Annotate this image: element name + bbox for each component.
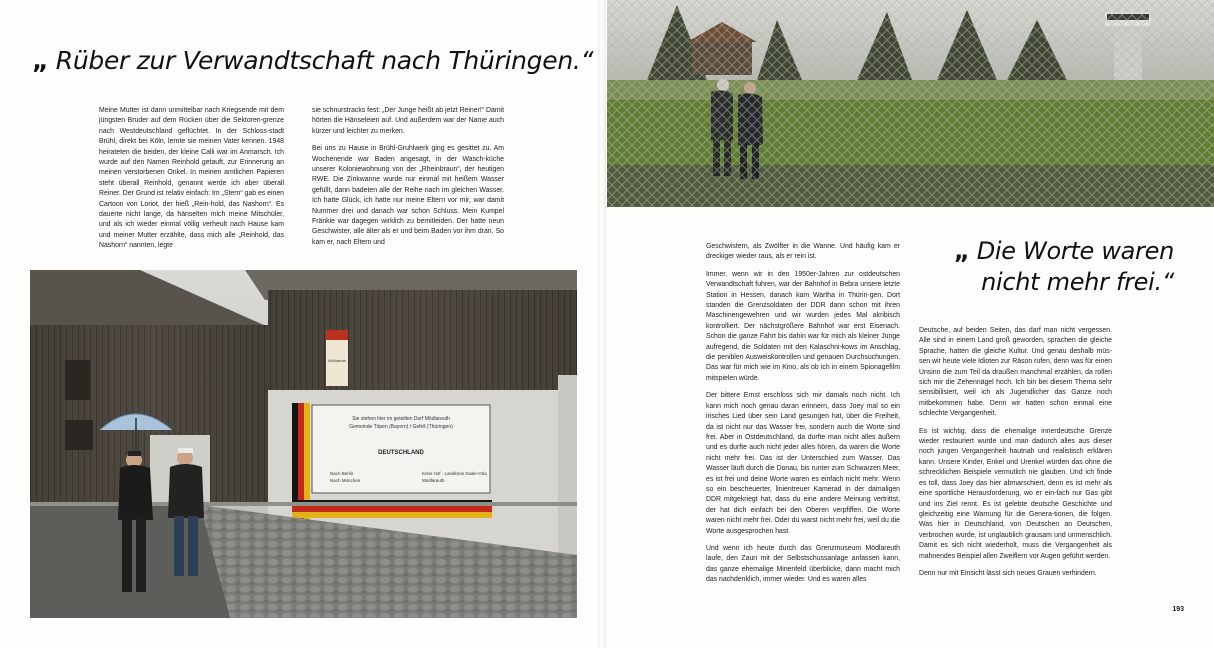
paragraph: sie schnurstracks fest: „Der Junge heißt ab jetzt Reiner!“ Damit hörten die Hänseleien auf. Und außerdem war der Name auch kürzer und leichter zu merken. <box>312 107 504 135</box>
sign-line-2: Gemeinde Töpen (Bayern) / Gefell (Thüringen) <box>349 424 453 430</box>
headline-open-quote: „ <box>953 237 970 265</box>
paragraph: Deutsche, auf beiden Seiten, das darf man nicht vergessen. Alle sind in einem Land groß geworden, sprachen die gleiche Sprache, hatten die gleiche Kultur. Und genau deshalb müs-sen wir heute viele Idioten zur Räson rufen, denn was für einen Unsinn die zum Teil da draußen manchmal erzählen, da rollen sich mir die Zehennägel hoch. Ich bin bei diesem Thema sehr sensibilisiert, weil ich als Jugendlicher das Ganze noch mitbekommen habe. Denn wir hatten schon einmal eine schlechte Vergangenheit. <box>919 327 1112 418</box>
right-headline-line-2 <box>934 267 1174 298</box>
border-fence-illustration <box>607 0 1214 207</box>
paragraph: Meine Mutter ist dann unmittelbar nach Kriegsende mit dem jüngsten Bruder auf dem Rücken über die Sektoren-grenze nach Westdeutschland geflüchtet. In der Schloss-stadt Brühl, direkt bei Köln, lernte sie meinen Vater kennen. 1948 heirateten die beiden, der kleine Calli war im Anmarsch. Ich wurde auf den Namen Reinhold getauft, zur Erinnerung an meinen verstorbenen Onkel. In meinen amtlichen Papieren steht überall Reinhold, genannt werde ich aber überall Reiner. Der Grund ist relativ einfach: Im „Stern“ gab es einen Cartoon von Loriot, der hieß „Rein-hold, das Nashorn“. Es dauerte nicht lange, da hänselten mich meine Mitschüler, und als ich wieder einmal völlig verheult nach Hause kam und meiner Mutter erzählte, dass mich alle „Reinhold, das Nashorn“ nannten, legte <box>99 107 284 250</box>
sign-left-1: Nach Berlin <box>330 471 354 476</box>
sign-left-2: Nach München <box>330 478 361 483</box>
sign-right-1: Kreis Hof · Landkreis Saale-Orla <box>422 471 487 476</box>
sign-right-2: Mödlareuth <box>422 478 445 483</box>
paragraph: Und wenn ich heute durch das Grenzmuseum Mödlareuth laufe, den Zaun mit der Selbstschussanlage anfassen kann, das ganze ehemalige Minenfeld überblicke, dann macht mich das nachdenklich, immer wieder. Und es waren alles <box>706 544 900 584</box>
paragraph: Es ist wichtig, dass die ehemalige innerdeutsche Grenze wieder restauriert wurde und man dadurch alles aus dieser noch jungen Vergangenheit hautnah und realistisch erklären kann. Unsere Kinder, Enkel und Urenkel würden das ohne die schrecklichen Beispiele vermutlich nie glauben. Und ich finde es toll, dass Joey das hier abmarschiert, denn es ist mehr als eine sportliche Herausforderung, wo er ein-fach nur Gas gibt und ins Ziel rennt. Es ist gelebte deutsche Geschichte und gleichzeitig eine Warnung für die Genera-tionen, die folgen. Was hier in Deutschland, von Deutschen an Deutschen, verbrochen wurde, ist unglaublich grausam und unmenschlich. Damit es sich nicht wiederholt, muss die Vergangenheit als mahnendes Beispiel allen Zweiflern vor Augen geführt werden. <box>919 427 1112 560</box>
left-text-column-1 <box>99 106 284 264</box>
border-fence-photo <box>607 0 1214 207</box>
left-headline <box>32 46 593 75</box>
page-number: 193 <box>1172 606 1184 613</box>
right-text-column-1 <box>706 242 900 602</box>
paragraph: Geschwistern, als Zwölfter in die Wanne. Und häufig kam er dreckiger wieder raus, als er rein ist. <box>706 243 900 261</box>
left-text-column-2 <box>312 106 504 264</box>
headline-close-quote: “ <box>580 46 594 75</box>
village-photo <box>30 270 577 618</box>
headline-line-1-text: Die Worte waren <box>976 237 1174 265</box>
sign-line-1: Sie stehen hier im geteilten Dorf Mödlareuth <box>352 416 450 422</box>
paragraph: Der bittere Ernst erschloss sich mir damals noch nicht. Ich kann mich noch genau daran erinnern, dass Joey mal so ein irisches Lied über sein Land gesungen hat, über die Freiheit, da ist nicht nur das Wasser frei, sondern auch die Worte sind frei. Aber in Ostdeutschland, da durfte man nicht alles äußern und es durfte auch nicht jeder alles hören, da waren die Worte nicht mehr frei. Das ist der Unterschied zum Wasser. Das Wasser läuft durch die Donau, bis runter zum Schwarzen Meer, es ist frei und deine Worte waren es einfach nicht mehr. Wenn so ein bescheuerter, linientreuer Kamerad in der damaligen DDR mitgekriegt hat, dass du eine andere Meinung vertrittst, der hat dich einfach bei den Oberen verpfiffen. Die Worte waren nicht mehr frei. Oder du warst nicht mehr frei, weil du die Worte ausgesprochen hast. <box>706 392 900 535</box>
plaque-text: Mödlareuth <box>328 359 346 363</box>
paragraph: Immer, wenn wir in den 1950er-Jahren zur ostdeutschen Verwandtschaft fuhren, war der Bahnhof in Bebra unsere letzte Station in Hessen, danach kam Wartha in Thürin-gen. Dort standen die Grenzsoldaten der DDR dann schon mit ihren Maschinengewehren und wir wurden jedes Mal akribisch kontrolliert. Der nächstgrößere Bahnhof war erst Eisenach. Schon die ganze Fahrt bis dahin war für mich als kleiner Junge aufregend, die Soldaten mit den Kalaschni-kows im Anschlag, die peniblen Ausweiskontrollen und genauen Durchsuchungen. Das war für mich wie im Kino, als ob ich in einem Spionagefilm mitspielen würde. <box>706 270 900 382</box>
right-text-column-2 <box>919 326 1112 602</box>
village-photo-illustration <box>30 270 577 618</box>
headline-line-2-text: nicht mehr frei. <box>981 268 1162 296</box>
paragraph: Bei uns zu Hause in Brühl-Gruhlwerk ging es gesittet zu. Am Wochenende war Baden angesagt, in der Wasch-küche unserer Koloniewohnung von der „Rheinbraun“, der heutigen RWE. Die Zinkwanne wurde nur einmal mit heißem Wasser gefüllt, dann badeten alle der Reihe nach im gleichen Wasser. Ich hatte Glück, ich hatte nur meine Eltern vor mir, war damit Nummer drei und danach war schon Schluss. Mein Kumpel Fränkie war dagegen wirklich zu bemitleiden. Der hatte neun Geschwister, alle älter als er und beim Baden vor ihm dran. So kam er, nach Eltern und <box>312 145 504 246</box>
right-headline-line-1 <box>934 236 1174 267</box>
sign-line-3: DEUTSCHLAND <box>378 450 424 456</box>
right-headline <box>934 236 1174 298</box>
headline-open-quote: „ <box>32 46 49 75</box>
paragraph: Denn nur mit Einsicht lässt sich neues Grauen verhindern. <box>919 569 1097 577</box>
headline-close-quote: “ <box>1161 268 1174 296</box>
headline-text: Rüber zur Verwandtschaft nach Thüringen. <box>55 46 581 75</box>
book-gutter <box>598 0 606 648</box>
